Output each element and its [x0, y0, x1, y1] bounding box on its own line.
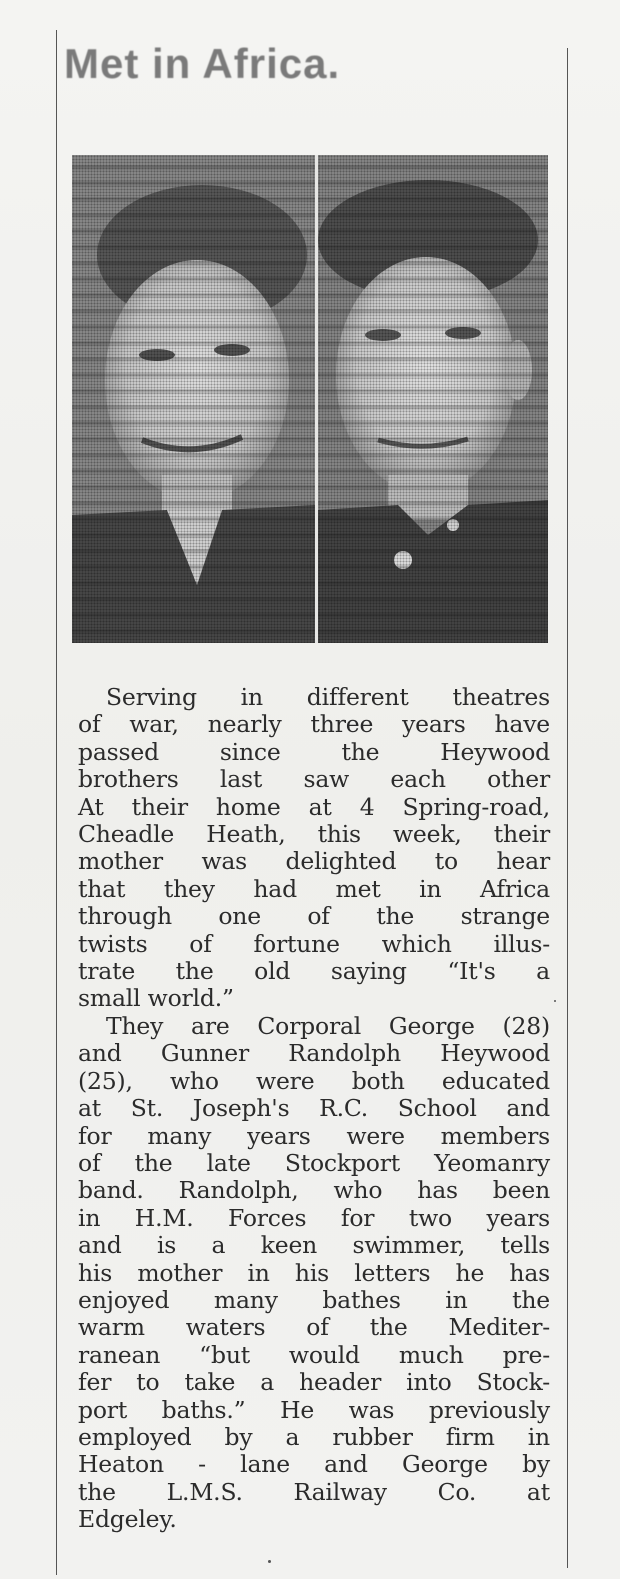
article-line: and Gunner Randolph Heywood	[78, 1039, 550, 1068]
print-speck	[554, 1000, 556, 1002]
article-line: of the late Stockport Yeomanry	[78, 1148, 550, 1177]
left-portrait-image	[72, 155, 315, 643]
article-line: (25), who were both educated	[78, 1066, 550, 1095]
article-line: through one of the strange	[78, 902, 550, 931]
article-line: for many years were members	[78, 1121, 550, 1150]
article-line: brothers last saw each other	[78, 765, 550, 794]
brothers-photograph	[72, 155, 548, 643]
article-line: Serving in different theatres	[106, 683, 550, 711]
article-paragraph-1	[78, 684, 550, 1013]
article-line: in H.M. Forces for two years	[78, 1203, 550, 1232]
article-body	[78, 684, 550, 1534]
article-line: passed since the Heywood	[78, 737, 550, 766]
article-line: fer to take a header into Stock-	[78, 1368, 550, 1397]
article-line: enjoyed many bathes in the	[78, 1285, 550, 1314]
article-line: small world.”	[78, 984, 234, 1013]
article-line: They are Corporal George (28)	[106, 1011, 550, 1040]
article-line: Edgeley.	[78, 1505, 177, 1534]
right-portrait	[318, 155, 548, 643]
print-speck	[268, 1560, 271, 1563]
article-line: port baths.” He was previously	[78, 1395, 550, 1424]
left-portrait	[72, 155, 315, 643]
article-line: Cheadle Heath, this week, their	[78, 820, 550, 849]
left-column-rule	[56, 30, 57, 1575]
article-line: band. Randolph, who has been	[78, 1176, 550, 1205]
article-line: employed by a rubber firm in	[78, 1422, 550, 1451]
headline: Met in Africa.	[64, 40, 341, 87]
article-line: ranean “but would much pre-	[78, 1340, 550, 1369]
article-line: trate the old saying “It's a	[78, 957, 550, 986]
article-line: that they had met in Africa	[78, 874, 550, 903]
right-column-rule	[567, 48, 568, 1568]
right-portrait-image	[318, 155, 548, 643]
article-line: his mother in his letters he has	[78, 1258, 550, 1287]
article-line: At their home at 4 Spring-road,	[78, 792, 550, 821]
article-line: at St. Joseph's R.C. School and	[78, 1094, 550, 1123]
article-line: Heaton - lane and George by	[78, 1450, 550, 1479]
article-line: and is a keen swimmer, tells	[78, 1231, 550, 1260]
article-line: of war, nearly three years have	[78, 710, 550, 739]
article-line: twists of fortune which illus-	[78, 929, 550, 958]
article-paragraph-2	[78, 1013, 550, 1534]
article-line: the L.M.S. Railway Co. at	[78, 1477, 550, 1506]
article-line: mother was delighted to hear	[78, 847, 550, 876]
article-line: warm waters of the Mediter-	[78, 1313, 550, 1342]
